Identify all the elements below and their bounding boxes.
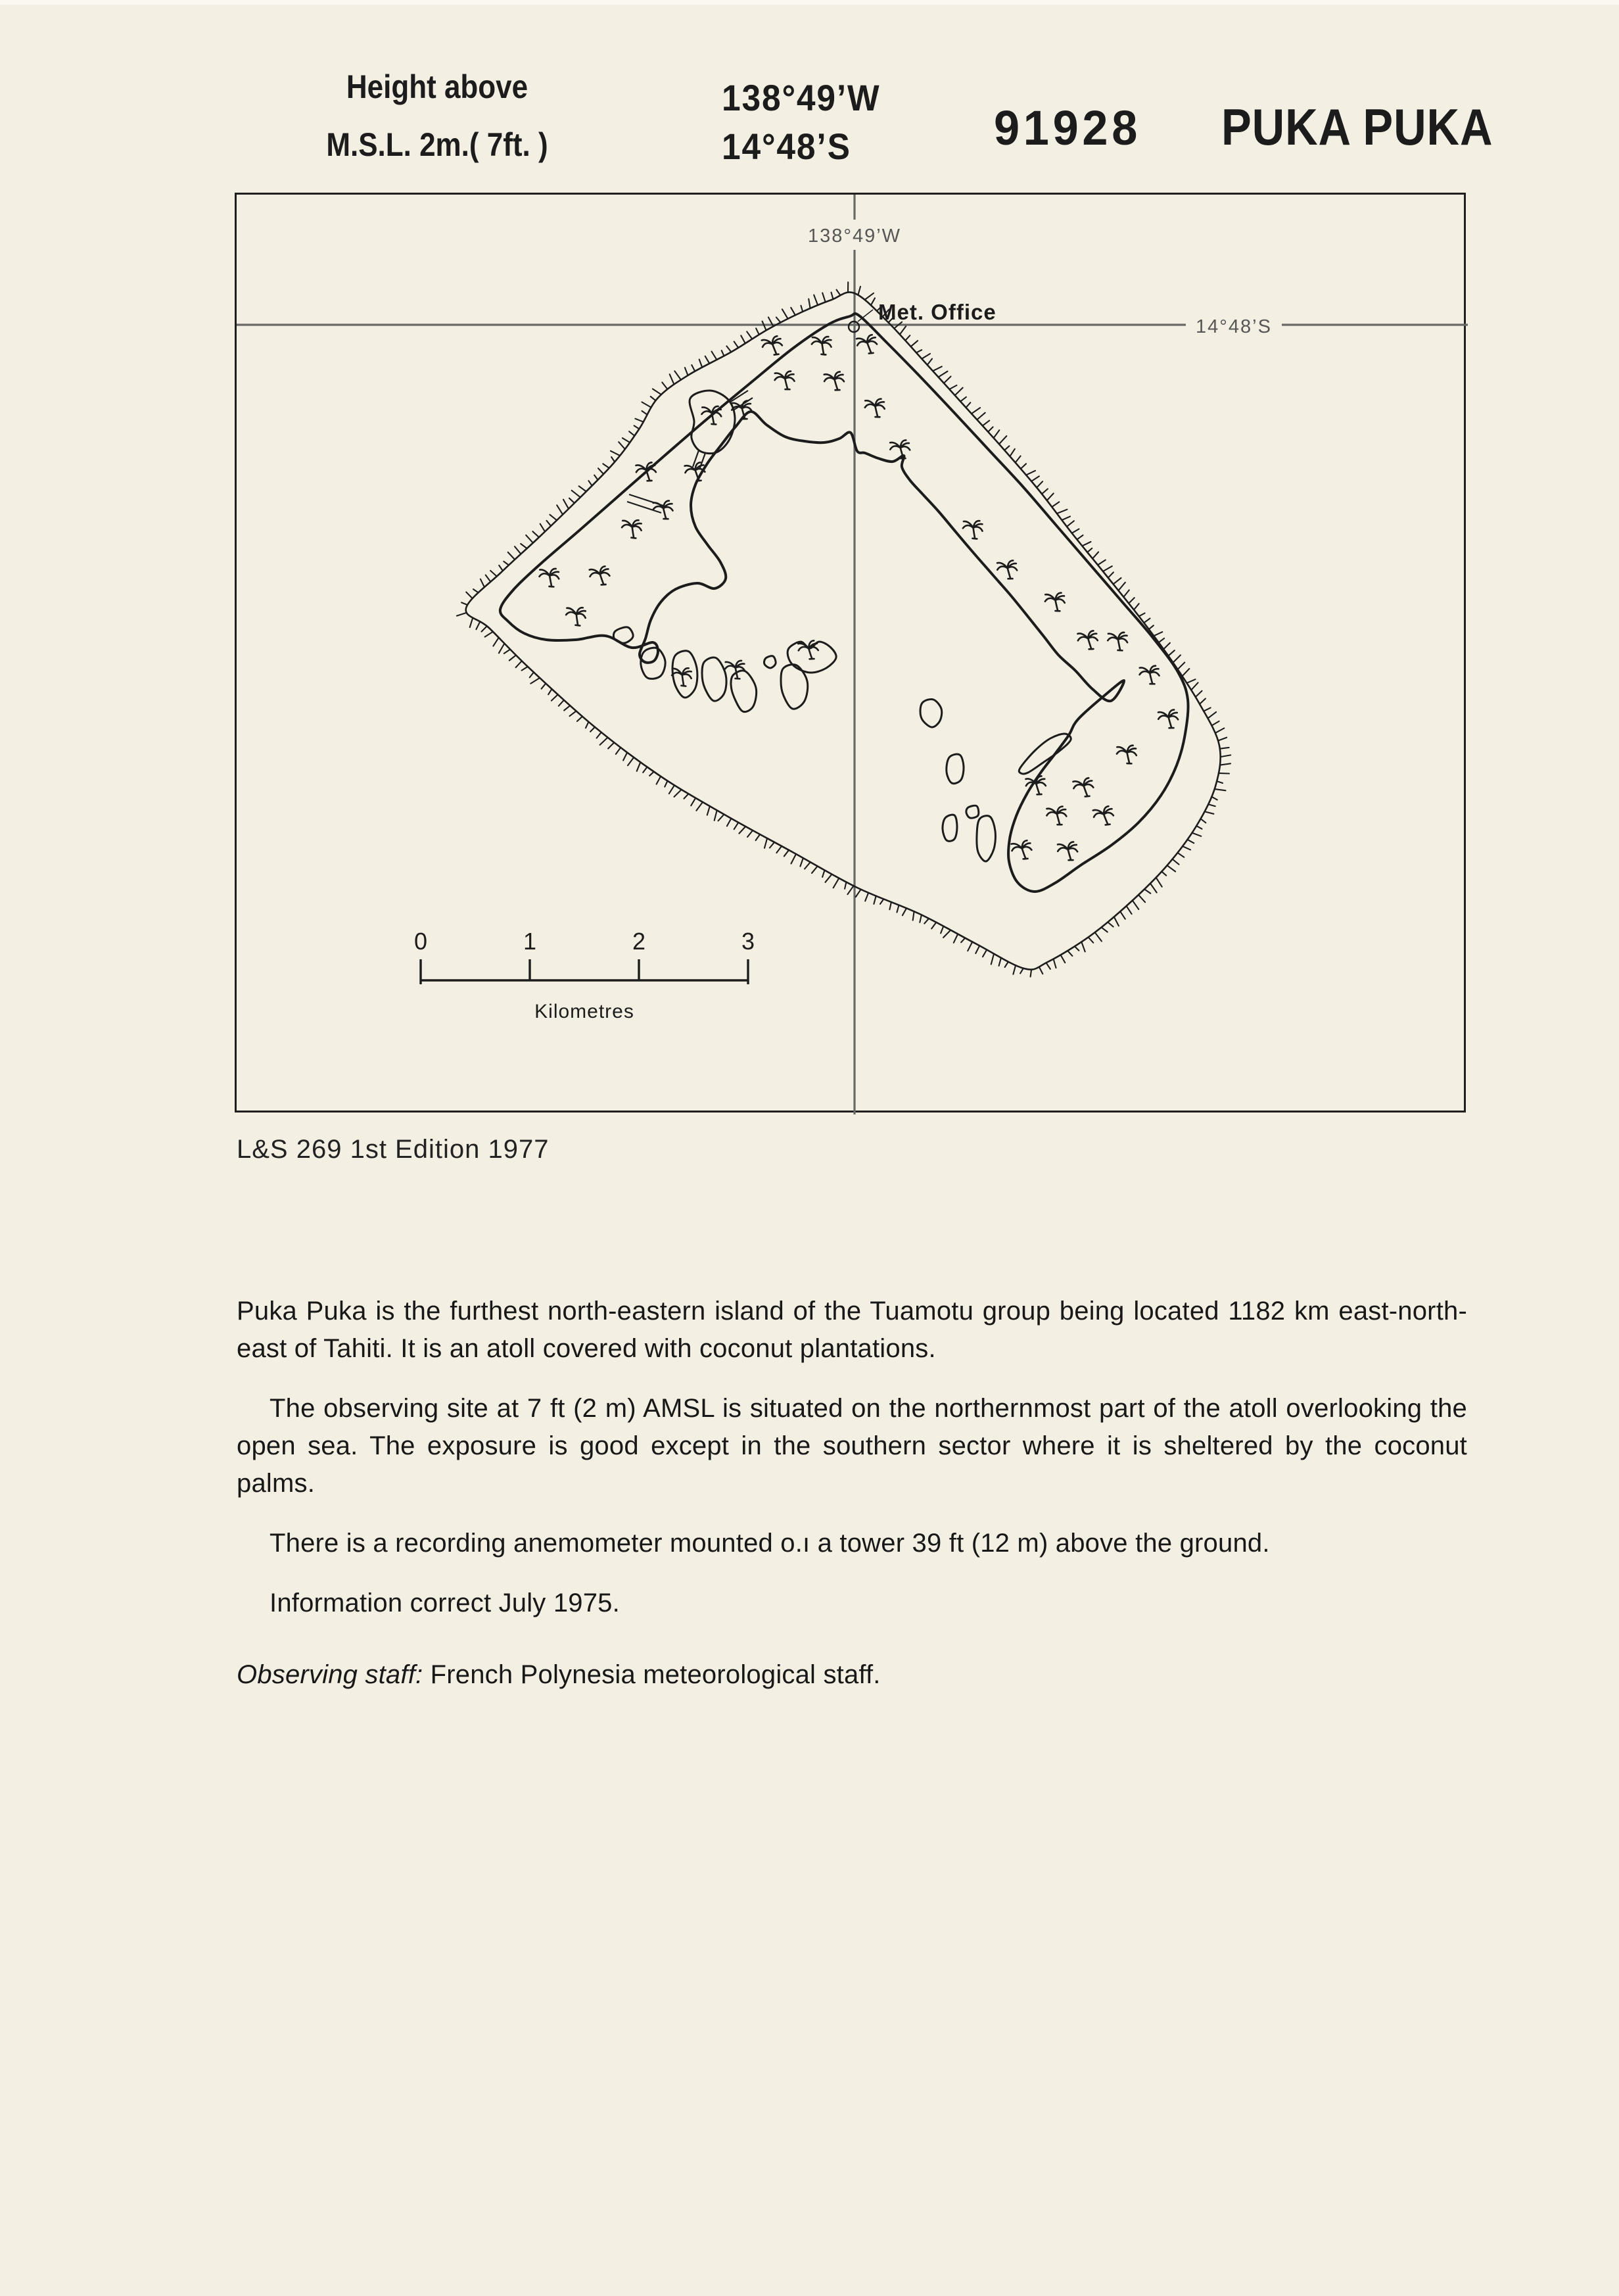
palm-tree-icon — [810, 335, 832, 356]
palm-tree-icon — [798, 640, 818, 659]
observing-staff-value: French Polynesia meteorological staff. — [423, 1660, 881, 1689]
page-title: PUKA PUKA — [1221, 98, 1493, 156]
parallel-label: 14°48’S — [1196, 316, 1272, 337]
station-number: 91928 — [994, 101, 1141, 155]
palm-tree-icon — [1073, 778, 1094, 798]
palm-tree-icon — [864, 398, 885, 418]
paragraph-location: Puka Puka is the furthest north-eastern island of the Tuamotu group being located 1182 km east-north-east of Tahiti. It is an atoll covered with coconut plantations. — [237, 1297, 1467, 1363]
palm-tree-icon — [724, 660, 745, 679]
paragraph-anemometer: There is a recording anemometer mounted o.ı a tower 39 ft (12 m) above the ground. — [270, 1529, 1270, 1558]
scale-tick-2: 2 — [632, 928, 646, 955]
palm-tree-icon — [824, 371, 845, 391]
palm-tree-icon — [1058, 842, 1077, 860]
station-description — [237, 1293, 1467, 1716]
palm-tree-icon — [653, 500, 672, 519]
atoll-map — [235, 193, 1466, 1112]
scale-tick-3: 3 — [741, 928, 755, 955]
palm-tree-icon — [1107, 631, 1128, 650]
scale-unit-label: Kilometres — [534, 1001, 634, 1022]
palm-tree-icon — [1139, 665, 1159, 684]
palm-tree-icon — [1011, 840, 1032, 860]
met-office-label: Met. Office — [878, 300, 997, 324]
palm-tree-icon — [589, 566, 610, 586]
palm-tree-icon — [1158, 709, 1178, 728]
latitude-label: 14°48’S — [722, 126, 851, 167]
scan-edge — [0, 0, 1619, 5]
palm-tree-icon — [856, 335, 878, 355]
palm-tree-icon — [890, 440, 910, 458]
atoll-drawing — [457, 282, 1231, 976]
edition-note: L&S 269 1st Edition 1977 — [237, 1135, 550, 1164]
palm-tree-icon — [1092, 805, 1114, 826]
palm-tree-icon — [1046, 807, 1066, 825]
scale-bar — [414, 928, 755, 1022]
palm-tree-icon — [1116, 745, 1137, 764]
meridian-label: 138°49’W — [807, 226, 902, 247]
palm-tree-icon — [774, 371, 794, 389]
observing-staff-label: Observing staff: — [237, 1660, 423, 1689]
longitude-label: 138°49’W — [722, 77, 881, 118]
observing-staff-line — [237, 1656, 1467, 1694]
height-label-line2: M.S.L. 2m.( 7ft. ) — [326, 126, 548, 163]
palm-tree-icon — [761, 335, 783, 356]
scale-tick-1: 1 — [523, 928, 537, 955]
palm-tree-icon — [962, 519, 983, 540]
paragraph-observing-site: The observing site at 7 ft (2 m) AMSL is situated on the northernmost part of the atoll overlooking the open sea. The exposure is good except in the southern sector where it is sheltered by the coconut palms. — [237, 1394, 1467, 1498]
atoll-map-canvas — [237, 195, 1468, 1114]
station-coordinates — [722, 74, 881, 171]
scale-tick-0: 0 — [413, 928, 428, 955]
height-above-msl-label — [301, 58, 573, 174]
palm-tree-icon — [565, 606, 586, 626]
paragraph-information-date: Information correct July 1975. — [270, 1589, 620, 1617]
palm-tree-icon — [1044, 592, 1065, 611]
palm-tree-icons — [538, 335, 1178, 861]
palm-tree-icon — [1077, 631, 1098, 650]
height-label-line1: Height above — [346, 68, 528, 105]
palm-tree-icon — [621, 518, 642, 538]
palm-tree-icon — [997, 560, 1017, 579]
palm-tree-icon — [538, 567, 559, 587]
